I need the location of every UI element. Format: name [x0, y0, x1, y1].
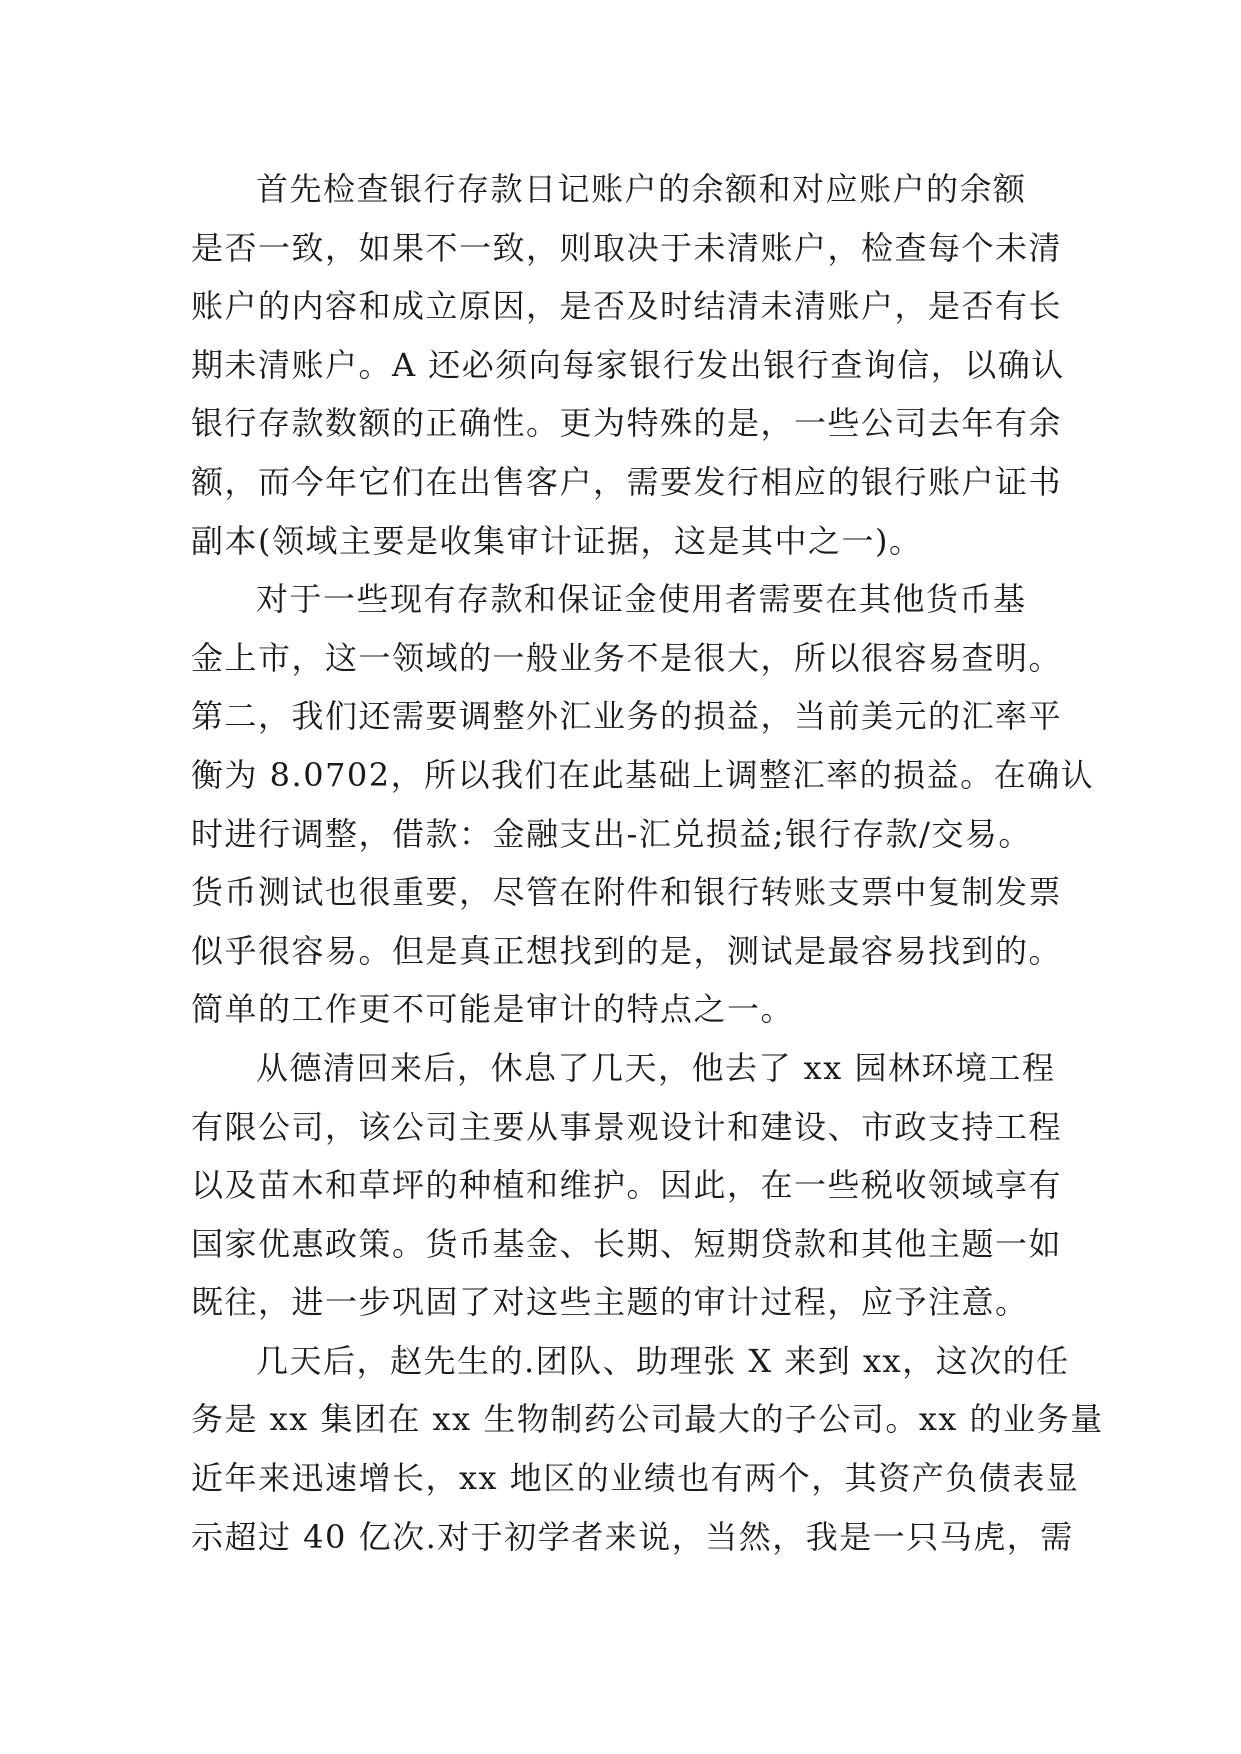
text-line: 对于一些现有存款和保证金使用者需要在其他货币基: [256, 580, 1027, 619]
text-line: 时进行调整，借款：金融支出-汇兑损益;银行存款/交易。: [191, 814, 1032, 853]
text-line: 有限公司，该公司主要从事景观设计和建设、市政支持工程: [191, 1107, 1063, 1146]
text-line: 示超过 40 亿次.对于初学者来说，当然，我是一只马虎，需: [191, 1517, 1074, 1556]
text-line: 简单的工作更不可能是审计的特点之一。: [191, 990, 795, 1029]
text-line: 副本(领域主要是收集审计证据，这是其中之一)。: [191, 521, 923, 560]
text-line: 从德清回来后，休息了几天，他去了 xx 园林环境工程: [256, 1048, 1056, 1087]
text-line: 期未清账户。A 还必须向每家银行发出银行查询信，以确认: [191, 345, 1065, 384]
text-line: 以及苗木和草坪的种植和维护。因此，在一些税收领域享有: [191, 1166, 1063, 1205]
paragraph-1: [191, 160, 1071, 570]
paragraph-4: [191, 1332, 1104, 1566]
text-line: 近年来迅速增长，xx 地区的业绩也有两个，其资产负债表显: [191, 1459, 1080, 1498]
body-text: [191, 160, 1104, 1566]
text-line: 第二，我们还需要调整外汇业务的损益，当前美元的汇率平: [191, 697, 1063, 736]
text-line: 几天后，赵先生的.团队、助理张 X 来到 xx，这次的任: [256, 1341, 1070, 1380]
paragraph-2: [191, 570, 1095, 1039]
text-line: 银行存款数额的正确性。更为特殊的是，一些公司去年有余: [191, 404, 1063, 443]
text-line: 金上市，这一领域的一般业务不是很大，所以很容易查明。: [191, 638, 1063, 677]
text-line: 衡为 8.0702，所以我们在此基础上调整汇率的损益。在确认: [191, 755, 1095, 794]
text-line: 账户的内容和成立原因，是否及时结清未清账户，是否有长: [191, 287, 1063, 326]
text-line: 额，而今年它们在出售客户，需要发行相应的银行账户证书: [191, 462, 1063, 501]
paragraph-3: [191, 1039, 1071, 1332]
text-line: 是否一致，如果不一致，则取决于未清账户，检查每个未清: [191, 228, 1063, 267]
text-line: 似乎很容易。但是真正想找到的是，测试是最容易找到的。: [191, 931, 1063, 970]
text-line: 货币测试也很重要，尽管在附件和银行转账支票中复制发票: [191, 873, 1063, 912]
text-line: 国家优惠政策。货币基金、长期、短期贷款和其他主题一如: [191, 1224, 1063, 1263]
text-line: 务是 xx 集团在 xx 生物制药公司最大的子公司。xx 的业务量: [191, 1400, 1104, 1439]
text-line: 既往，进一步巩固了对这些主题的审计过程，应予注意。: [191, 1283, 1029, 1322]
text-line: 首先检查银行存款日记账户的余额和对应账户的余额: [256, 170, 1027, 208]
